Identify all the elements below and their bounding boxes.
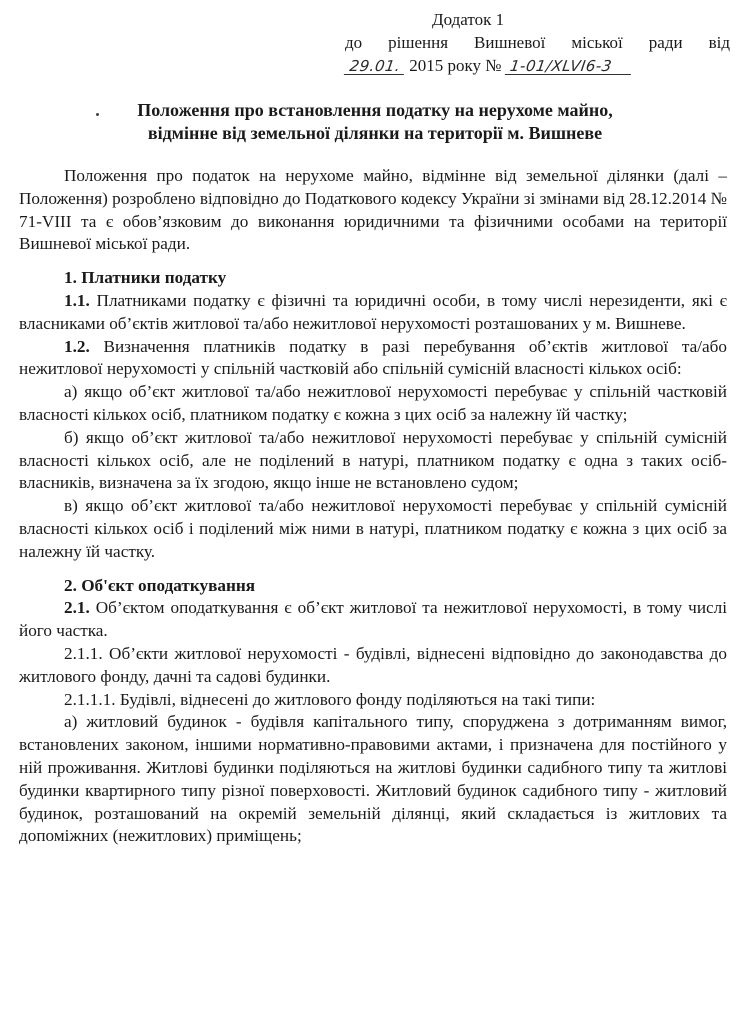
appendix-block [0, 0, 750, 90]
document-body [19, 165, 727, 848]
title-line-2: відмінне від земельної ділянки на території м. Вишневе [147, 123, 603, 143]
intro-paragraph: Положення про податок на нерухоме майно, відмінне від земельної ділянки (далі – Положення) розроблено відповідно до Податкового кодексу України зі змінами від 28.12.2014 № 71-VIII та є обов’язковим до виконання юридичними та фізичними особами на території Вишневої міської ради. [19, 166, 727, 254]
handwritten-date: 29.01. [344, 58, 406, 75]
section-2-heading: 2. Об'єкт оподаткування [64, 575, 256, 595]
paragraph-2-1-number: 2.1. [64, 598, 90, 618]
paragraph-1-1-number: 1.1. [64, 290, 90, 310]
paragraph-2-1-1-1: 2.1.1.1. Будівлі, віднесені до житлового фонду поділяються на такі типи: [64, 689, 596, 709]
paragraph-1-1-text: Платниками податку є фізичні та юридичні особи, в тому числі нерезиденти, які є власниками об’єктів житлової та/або нежитлової нерухомості розташованих у м. Вишневе. [19, 290, 727, 333]
title-line-1: Положення про встановлення податку на нерухоме майно, [137, 100, 613, 120]
paragraph-1-2-b: б) якщо об’єкт житлової та/або нежитлової нерухомості перебуває у спільній сумісній власності кількох осіб, але не поділений в натурі, платником податку є одна з таких осіб-власників, визначена за їх згодою, якщо інше не встановлено судом; [19, 427, 727, 493]
paragraph-1-2-a: а) якщо об’єкт житлової та/або нежитлової нерухомості перебуває у спільній частковій власності кількох осіб, платником податку є кожна з цих осіб за належну їй частку; [19, 382, 727, 424]
handwritten-decision-number: 1-01/XLVI6-3 [505, 58, 633, 75]
paragraph-1-2-text: Визначення платників податку в разі перебування об’єктів житлової та/або нежитлової нерухомості у спільній частковій або спільній сумісній власності кількох осіб: [19, 336, 727, 379]
appendix-title: Додаток 1 [432, 10, 505, 29]
appendix-date-line [345, 56, 645, 76]
paragraph-1-1 [19, 290, 727, 336]
paragraph-2-1-1-1-a: а) житловий будинок - будівля капітального типу, споруджена з дотриманням вимог, встановлених законом, іншими нормативно-правовими актами, і призначена для постійного у ній проживання. Житлові будинки поділяються на житлові будинки садибного типу та житлові будинки квартирного типу різної поверховості. Житловий будинок садибного типу - житловий будинок, розташований на окремій земельній ділянці, який складається із житлових та допоміжних (нежитлових) приміщень; [19, 712, 727, 846]
appendix-year-text: 2015 року № [409, 56, 502, 75]
appendix-decision-line: до рішення Вишневої міської ради від [345, 33, 730, 52]
paragraph-2-1 [19, 597, 727, 643]
paragraph-1-2-number: 1.2. [64, 336, 90, 356]
paragraph-2-1-1: 2.1.1. Об’єкти житлової нерухомості - будівлі, віднесені відповідно до законодавства до житлового фонду, дачні та садові будинки. [19, 643, 727, 686]
paragraph-1-2 [19, 336, 727, 382]
paragraph-2-1-text: Об’єктом оподаткування є об’єкт житлової та нежитлової нерухомості, в тому числі його частка. [19, 598, 727, 641]
section-1-heading: 1. Платники податку [64, 268, 227, 288]
paragraph-1-2-c: в) якщо об’єкт житлової та/або нежитлової нерухомості перебуває у спільній сумісній власності кількох осіб і поділений між ними в натурі, платником податку є кожна з цих осіб за належну їй частку. [19, 496, 727, 561]
document-title [0, 99, 750, 145]
